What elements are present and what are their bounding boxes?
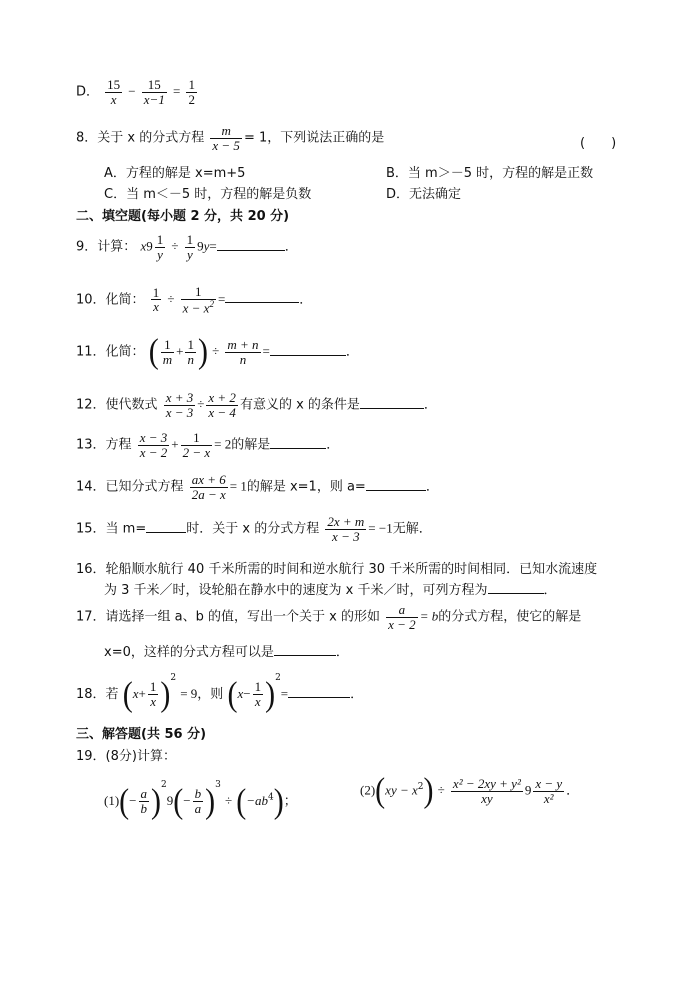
question-19-part2: $(2)(xy - x^2)$ ÷ $\frac{\text{x² − 2xy + y²}}{xy}$ 9 $\frac{x - y}{\text{x²}}$ ． xyxy=(360,771,580,810)
answer-blank[interactable] xyxy=(146,519,186,533)
fraction: $\frac{1}{m}$ xyxy=(162,336,173,367)
fraction: $\frac{m + n}{n}$ xyxy=(227,336,259,367)
answer-paren: ( ) xyxy=(580,136,617,151)
fraction: $\frac{x - 3}{x - 2}$ xyxy=(139,430,168,460)
fraction: $\frac{2x + m}{x - 3}$ xyxy=(327,514,365,544)
fraction: $\frac{1}{y}$ xyxy=(186,232,194,262)
fraction: $\frac{a}{x - 2}$ xyxy=(388,602,416,632)
question-10: 10．化简： $\frac{1}{x}$ ÷ $\frac{1}{x - x^2}$ = ． xyxy=(76,284,313,315)
fraction: $\frac{1}{2}$ xyxy=(188,77,195,107)
option-d-label: D． xyxy=(76,84,100,100)
question-9: 9．计算： x9 $\frac{1}{y}$ ÷ $\frac{1}{y}$ 9y= ． xyxy=(76,232,298,262)
fraction: $\frac{ax + 6}{2a - x}$ xyxy=(191,472,226,502)
question-15: 15．当 m= 时．关于 x 的分式方程 $\frac{2x + m}{x - 3}$ = −1无解． xyxy=(76,514,432,544)
fraction: $\frac{x - y}{\text{x²}}$ xyxy=(535,775,563,806)
question-17-line2: x=0，这样的分式方程可以是 ． xyxy=(104,641,349,660)
question-16-line1: 16．轮船顺水航行 40 千米所需的时间和逆水航行 30 千米所需的时间相同．已知水流速度 xyxy=(76,562,598,577)
fraction: $\frac{1}{y}$ xyxy=(156,232,164,262)
fraction: $\frac{1}{2 - x}$ xyxy=(182,430,211,460)
question-17: 17．请选择一组 a、b 的值，写出一个关于 x 的形如 $\frac{a}{x - 2}$ = b的分式方程，使它的解是 xyxy=(76,602,582,632)
question-18: 18．若 (x+ $\frac{1}{x}$ )$^2$ = 9，则 (x− $\frac{1}{x}$ )$^2$= ． xyxy=(76,673,364,713)
section-3-heading: 三、解答题(共 56 分) xyxy=(76,727,207,742)
question-13: 13．方程 $\frac{x - 3}{x - 2}$ + $\frac{1}{2 - x}$ = 2的解是 ． xyxy=(76,430,340,460)
option-b: B．当 m＞－5 时，方程的解是正数 xyxy=(386,166,594,181)
question-12: 12．使代数式 $\frac{x + 3}{x - 3}$ ÷ $\frac{x + 2}{x - 4}$ 有意义的 x 的条件是 ． xyxy=(76,390,437,420)
fraction: $\frac{1}{x}$ xyxy=(152,284,160,315)
fraction: $\frac{1}{x}$ xyxy=(254,679,262,709)
answer-blank[interactable] xyxy=(225,289,299,303)
question-8: 8．关于 x 的分式方程 $\frac{m}{x - 5}$ = 1，下列说法正确的是 xyxy=(76,123,385,153)
answer-blank[interactable] xyxy=(217,237,285,251)
fraction: $\frac{15}{x}$ xyxy=(107,77,121,107)
answer-blank[interactable] xyxy=(488,580,544,594)
answer-blank[interactable] xyxy=(270,435,326,449)
question-19: 19．(8分)计算： xyxy=(76,749,176,764)
question-16-line2: 为 3 千米／时，设轮船在静水中的速度为 x 千米／时，可列方程为 ． xyxy=(104,579,557,598)
question-11: 11．化简： ( $\frac{1}{m}$ + $\frac{1}{n}$ ) ÷ $\frac{m + n}{n}$ = ． xyxy=(76,332,359,371)
option-a: A．方程的解是 x=m+5 xyxy=(104,166,246,181)
answer-blank[interactable] xyxy=(270,342,346,356)
fraction: $\frac{\text{x² − 2xy + y²}}{xy}$ xyxy=(452,775,521,806)
question-14: 14．已知分式方程 $\frac{ax + 6}{2a - x}$ = 1的解是 x=1，则 a= ． xyxy=(76,472,439,502)
fraction: $\frac{x + 3}{x - 3}$ xyxy=(165,390,194,420)
fraction: $\frac{1}{n}$ xyxy=(187,336,194,367)
fraction: $\frac{b}{a}$ xyxy=(194,786,202,816)
answer-blank[interactable] xyxy=(360,395,424,409)
answer-blank[interactable] xyxy=(274,642,336,656)
fraction: $\frac{1}{x}$ xyxy=(149,679,157,709)
answer-blank[interactable] xyxy=(366,477,426,491)
fraction: $\frac{1}{x - x^2}$ xyxy=(182,284,214,315)
option-d: D．无法确定 xyxy=(386,187,462,202)
fraction: $\frac{m}{x - 5}$ xyxy=(212,123,240,153)
option-d-formula: D． $\frac{15}{x}$ − $\frac{15}{x-1}$ = $\frac{1}{2}$ xyxy=(76,77,195,107)
answer-blank[interactable] xyxy=(288,684,350,698)
question-19-part1: (1)(− $\frac{a}{b}$ )$^2$9(− $\frac{b}{a}$ )$^3 \div (-ab^4)$； xyxy=(104,780,297,820)
option-c: C．当 m＜－5 时，方程的解是负数 xyxy=(104,187,312,202)
fraction: $\frac{a}{b}$ xyxy=(140,786,148,816)
section-2-heading: 二、填空题(每小题 2 分，共 20 分) xyxy=(76,209,290,224)
fraction: $\frac{x + 2}{x - 4}$ xyxy=(208,390,236,420)
fraction: $\frac{15}{x-1}$ xyxy=(143,77,165,107)
